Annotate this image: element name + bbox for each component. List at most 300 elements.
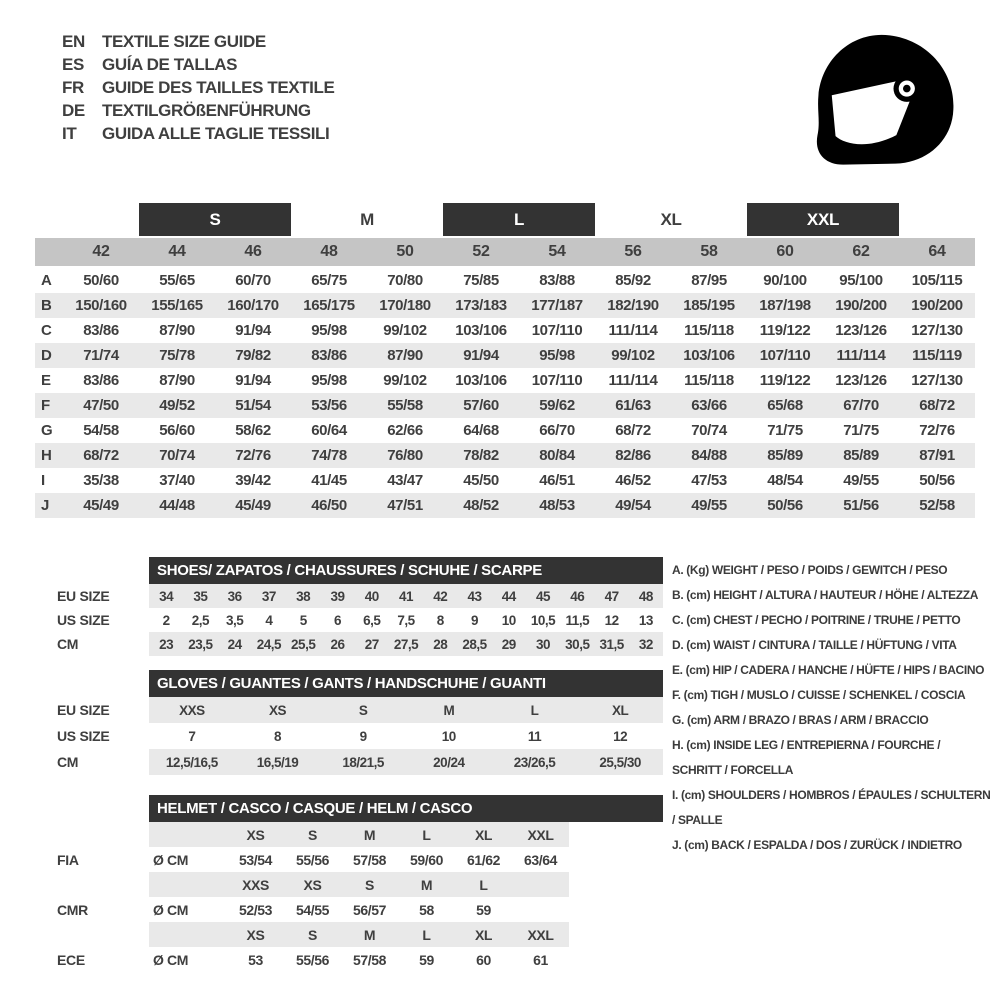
- size-value: 51/56: [843, 497, 879, 514]
- size-value: 119/122: [759, 372, 811, 389]
- gloves-value: 9: [359, 728, 367, 744]
- helmet-size-header-row-cmr: [57, 872, 663, 897]
- shoes-value: 6,5: [363, 612, 381, 628]
- size-value: 83/88: [539, 272, 575, 289]
- legend-item: H. (cm) INSIDE LEG / ENTREPIERNA / FOURCHE / SCHRITT / FORCELLA: [672, 738, 941, 777]
- size-value: 63/66: [691, 397, 727, 414]
- helmet-value-row-ece: [57, 947, 663, 972]
- size-group-header-row: [35, 203, 975, 236]
- size-value: 190/200: [911, 297, 963, 314]
- gloves-value: XS: [235, 697, 321, 723]
- shoes-value: 27,5: [389, 632, 423, 656]
- size-value: 111/114: [608, 322, 658, 339]
- shoes-value: 43: [457, 584, 491, 608]
- size-value: 65/75: [311, 272, 347, 289]
- shoes-value: 7,5: [397, 612, 415, 628]
- size-value: 55/65: [159, 272, 195, 289]
- racing-helmet-icon: [808, 25, 960, 175]
- size-value: 48/53: [539, 497, 575, 514]
- size-value: 123/126: [835, 322, 887, 339]
- shoes-value: 37: [252, 584, 286, 608]
- size-row-h: [35, 443, 975, 468]
- size-value: 71/74: [83, 347, 119, 364]
- gloves-value: 18/21,5: [320, 749, 406, 775]
- size-value: 103/106: [455, 372, 507, 389]
- size-value: 177/187: [531, 297, 583, 314]
- size-value: 75/78: [159, 347, 195, 364]
- helmet-value: 56/57: [352, 901, 387, 918]
- shoes-value: 29: [492, 632, 526, 656]
- size-row-j: [35, 493, 975, 518]
- size-column-header: 54: [548, 243, 566, 260]
- shoes-row-eu-size: [57, 584, 663, 608]
- size-group-m: M: [360, 209, 374, 229]
- size-row-d: [35, 343, 975, 368]
- helmet-size-label: M: [341, 822, 398, 847]
- shoes-size-table: [57, 557, 663, 656]
- language-row: [62, 76, 334, 99]
- row-label: CM: [57, 754, 79, 770]
- unit-spacer: [149, 872, 227, 897]
- helmet-size-label: S: [284, 922, 341, 947]
- size-value: 190/200: [835, 297, 887, 314]
- language-row: [62, 53, 334, 76]
- size-value: 35/38: [83, 472, 119, 489]
- helmet-value: 61/62: [466, 851, 501, 868]
- size-value: 85/89: [843, 447, 879, 464]
- language-title: GUIDA ALLE TAGLIE TESSILI: [102, 123, 330, 143]
- language-row: [62, 30, 334, 53]
- language-code: FR: [62, 77, 84, 97]
- row-label: US SIZE: [57, 612, 110, 628]
- size-value: 111/114: [836, 347, 886, 364]
- row-letter: H: [41, 447, 52, 464]
- size-value: 48/54: [767, 472, 803, 489]
- gloves-row-cm: [57, 749, 663, 775]
- size-value: 111/114: [608, 372, 658, 389]
- shoes-value: 11,5: [565, 612, 590, 628]
- size-value: 39/42: [235, 472, 271, 489]
- shoes-value: 27: [355, 632, 389, 656]
- size-value: 95/100: [839, 272, 883, 289]
- size-value: 72/76: [919, 422, 955, 439]
- size-row-f: [35, 393, 975, 418]
- shoes-value: 24,5: [252, 632, 286, 656]
- shoes-value: 24: [218, 632, 252, 656]
- size-value: 43/47: [387, 472, 423, 489]
- size-value: 45/49: [235, 497, 271, 514]
- size-value: 82/86: [615, 447, 651, 464]
- size-value: 83/86: [83, 372, 119, 389]
- shoes-value: 8: [436, 612, 444, 628]
- size-value: 127/130: [911, 322, 963, 339]
- standard-label: CMR: [57, 901, 88, 918]
- gloves-value: 25,5/30: [577, 749, 663, 775]
- helmet-size-label: L: [398, 822, 455, 847]
- size-value: 74/78: [311, 447, 347, 464]
- shoes-value: 28: [423, 632, 457, 656]
- size-value: 71/75: [843, 422, 879, 439]
- size-group-spacer: [899, 203, 975, 236]
- size-value: 79/82: [235, 347, 271, 364]
- size-value: 107/110: [531, 372, 583, 389]
- size-table-body: [35, 268, 975, 518]
- size-value: 47/51: [387, 497, 423, 514]
- legend-item: J. (cm) BACK / ESPALDA / DOS / ZURÜCK / INDIETRO: [672, 838, 962, 852]
- size-value: 95/98: [311, 322, 347, 339]
- helmet-size-label: L: [455, 872, 512, 897]
- shoes-value: 12: [604, 612, 619, 628]
- size-number-header-row: [35, 238, 975, 266]
- unit-spacer: [149, 822, 227, 847]
- shoes-title: SHOES/ ZAPATOS / CHAUSSURES / SCHUHE / SCARPE: [149, 557, 663, 584]
- size-value: 115/119: [912, 347, 962, 364]
- size-row-i: [35, 468, 975, 493]
- shoes-value: 28,5: [457, 632, 491, 656]
- helmet-value: 55/56: [295, 851, 330, 868]
- gloves-value: XL: [577, 697, 663, 723]
- size-value: 80/84: [539, 447, 575, 464]
- standard-label: FIA: [57, 851, 79, 868]
- size-value: 47/53: [691, 472, 727, 489]
- shoes-value: 3,5: [226, 612, 244, 628]
- size-value: 119/122: [759, 322, 811, 339]
- shoes-value: 10: [501, 612, 516, 628]
- language-title-list: [62, 30, 334, 145]
- size-value: 60/70: [235, 272, 271, 289]
- helmet-size-label: M: [341, 922, 398, 947]
- size-value: 87/90: [387, 347, 423, 364]
- size-value: 41/45: [311, 472, 347, 489]
- size-value: 68/72: [615, 422, 651, 439]
- row-letter: D: [41, 347, 52, 364]
- size-value: 56/60: [159, 422, 195, 439]
- shoes-value: 5: [299, 612, 307, 628]
- size-group-xxl: XXL: [747, 203, 899, 236]
- size-value: 85/92: [615, 272, 651, 289]
- helmet-size-label: S: [341, 872, 398, 897]
- gloves-value: L: [492, 697, 578, 723]
- corner-cell: [35, 238, 63, 266]
- helmet-value: 57/58: [352, 851, 387, 868]
- language-title: TEXTILGRÖßENFÜHRUNG: [102, 100, 311, 120]
- size-group-s: S: [139, 203, 291, 236]
- helmet-size-label: XS: [227, 922, 284, 947]
- language-row: [62, 122, 334, 145]
- shoes-value: 23: [149, 632, 183, 656]
- shoes-value: 9: [471, 612, 479, 628]
- size-value: 52/58: [919, 497, 955, 514]
- shoes-value: 10,5: [530, 612, 556, 628]
- row-letter: F: [41, 397, 50, 414]
- size-group-xl: XL: [660, 209, 682, 229]
- row-letter: J: [41, 497, 49, 514]
- helmet-value: 53: [248, 951, 263, 968]
- helmet-value: [512, 897, 569, 922]
- size-value: 64/68: [463, 422, 499, 439]
- shoes-row-us-size: [57, 608, 663, 632]
- size-column-header: 52: [472, 243, 490, 260]
- size-value: 59/62: [539, 397, 575, 414]
- helmet-value: 59: [476, 901, 491, 918]
- size-value: 182/190: [607, 297, 659, 314]
- shoes-value: 2,5: [191, 612, 210, 628]
- size-value: 83/86: [311, 347, 347, 364]
- size-column-header: 48: [320, 243, 338, 260]
- size-value: 44/48: [159, 497, 195, 514]
- size-value: 50/56: [919, 472, 955, 489]
- size-column-header: 58: [700, 243, 718, 260]
- size-value: 48/52: [463, 497, 499, 514]
- size-value: 37/40: [159, 472, 195, 489]
- shoes-value: 4: [265, 612, 273, 628]
- size-row-a: [35, 268, 975, 293]
- size-value: 103/106: [455, 322, 507, 339]
- gloves-row-eu-size: [57, 697, 663, 723]
- size-value: 70/74: [159, 447, 195, 464]
- helmet-size-table: [57, 795, 663, 972]
- row-letter: C: [41, 322, 52, 339]
- size-row-e: [35, 368, 975, 393]
- legend-item: D. (cm) WAIST / CINTURA / TAILLE / HÜFTUNG / VITA: [672, 638, 957, 652]
- shoes-value: 30: [526, 632, 560, 656]
- size-column-header: 46: [244, 243, 262, 260]
- helmet-value: 60: [476, 951, 491, 968]
- helmet-size-label: XXS: [227, 872, 284, 897]
- language-code: EN: [62, 31, 85, 51]
- helmet-value: 54/55: [295, 901, 330, 918]
- shoes-value: 36: [218, 584, 252, 608]
- size-column-header: 42: [92, 243, 110, 260]
- size-value: 99/102: [611, 347, 655, 364]
- helmet-value: 59: [419, 951, 434, 968]
- helmet-size-label: XS: [227, 822, 284, 847]
- gloves-value: 7: [188, 728, 196, 744]
- legend-item: F. (cm) TIGH / MUSLO / CUISSE / SCHENKEL / COSCIA: [672, 688, 966, 702]
- shoes-value: 48: [629, 584, 663, 608]
- size-value: 170/180: [379, 297, 431, 314]
- helmet-value-row-cmr: [57, 897, 663, 922]
- size-value: 75/85: [463, 272, 499, 289]
- size-value: 103/106: [683, 347, 735, 364]
- shoes-value: 40: [355, 584, 389, 608]
- language-code: ES: [62, 54, 84, 74]
- legend-item: E. (cm) HIP / CADERA / HANCHE / HÜFTE / HIPS / BACINO: [672, 663, 985, 677]
- shoes-value: 35: [183, 584, 217, 608]
- gloves-row-us-size: [57, 723, 663, 749]
- shoes-value: 47: [594, 584, 628, 608]
- size-value: 68/72: [83, 447, 119, 464]
- size-value: 70/80: [387, 272, 423, 289]
- gloves-size-table: [57, 670, 663, 775]
- gloves-value: 16,5/19: [235, 749, 321, 775]
- helmet-size-label: XL: [455, 922, 512, 947]
- shoes-value: 6: [333, 612, 341, 628]
- shoes-value: 39: [320, 584, 354, 608]
- size-column-header: 62: [852, 243, 870, 260]
- gloves-value: 23/26,5: [492, 749, 578, 775]
- unit-label: Ø CM: [153, 901, 188, 918]
- size-group-l: L: [443, 203, 595, 236]
- size-value: 91/94: [463, 347, 499, 364]
- helmet-size-label: M: [398, 872, 455, 897]
- size-column-header: 60: [776, 243, 794, 260]
- size-row-c: [35, 318, 975, 343]
- size-value: 95/98: [311, 372, 347, 389]
- size-value: 115/118: [684, 322, 734, 339]
- size-value: 71/75: [767, 422, 803, 439]
- gloves-value: 10: [441, 728, 456, 744]
- language-code: DE: [62, 100, 85, 120]
- shoes-value: 32: [629, 632, 663, 656]
- row-letter: B: [41, 297, 52, 314]
- size-row-g: [35, 418, 975, 443]
- size-value: 83/86: [83, 322, 119, 339]
- legend-item: A. (Kg) WEIGHT / PESO / POIDS / GEWITCH / PESO: [672, 563, 948, 577]
- size-column-header: 44: [168, 243, 186, 260]
- helmet-value: 59/60: [409, 851, 444, 868]
- size-value: 95/98: [539, 347, 575, 364]
- shoes-value: 45: [526, 584, 560, 608]
- legend-item: I. (cm) SHOULDERS / HOMBROS / ÉPAULES / SCHULTERN / SPALLE: [672, 788, 991, 827]
- size-value: 46/52: [615, 472, 651, 489]
- size-value: 49/52: [159, 397, 195, 414]
- size-value: 46/50: [311, 497, 347, 514]
- size-value: 68/72: [919, 397, 955, 414]
- shoes-value: 42: [423, 584, 457, 608]
- size-value: 51/54: [235, 397, 271, 414]
- size-value: 72/76: [235, 447, 271, 464]
- helmet-value: 58: [419, 901, 434, 918]
- size-value: 70/74: [691, 422, 727, 439]
- size-value: 91/94: [235, 322, 271, 339]
- size-value: 67/70: [843, 397, 879, 414]
- helmet-size-header-row-ece: [57, 922, 663, 947]
- size-value: 47/50: [83, 397, 119, 414]
- shoes-value: 44: [492, 584, 526, 608]
- size-column-header: 50: [396, 243, 414, 260]
- size-value: 60/64: [311, 422, 347, 439]
- size-column-header: 64: [928, 243, 946, 260]
- row-label: CM: [57, 636, 79, 652]
- size-value: 66/70: [539, 422, 575, 439]
- shoes-value: 41: [389, 584, 423, 608]
- size-column-header: 56: [624, 243, 642, 260]
- size-value: 107/110: [759, 347, 811, 364]
- helmet-size-header-row-fia: [57, 822, 663, 847]
- size-value: 173/183: [455, 297, 507, 314]
- row-letter: E: [41, 372, 51, 389]
- size-value: 87/95: [691, 272, 727, 289]
- textile-size-table: [35, 203, 975, 518]
- size-value: 84/88: [691, 447, 727, 464]
- gloves-value: 12: [613, 728, 628, 744]
- size-value: 45/49: [83, 497, 119, 514]
- gloves-value: M: [406, 697, 492, 723]
- language-code: IT: [62, 123, 77, 143]
- language-row: [62, 99, 334, 122]
- shoes-value: 31,5: [594, 632, 628, 656]
- shoes-value: 2: [162, 612, 170, 628]
- helmet-size-label: S: [284, 822, 341, 847]
- helmet-value: 57/58: [352, 951, 387, 968]
- size-value: 91/94: [235, 372, 271, 389]
- size-value: 85/89: [767, 447, 803, 464]
- size-value: 57/60: [463, 397, 499, 414]
- size-value: 187/198: [759, 297, 811, 314]
- legend-item: C. (cm) CHEST / PECHO / POITRINE / TRUHE / PETTO: [672, 613, 961, 627]
- shoes-value: 25,5: [286, 632, 320, 656]
- size-value: 87/90: [159, 322, 195, 339]
- shoes-value: 34: [149, 584, 183, 608]
- size-group-spacer: [35, 203, 139, 236]
- size-value: 160/170: [227, 297, 279, 314]
- gloves-title: GLOVES / GUANTES / GANTS / HANDSCHUHE / GUANTI: [149, 670, 663, 697]
- size-value: 87/91: [919, 447, 955, 464]
- row-label: EU SIZE: [57, 588, 110, 604]
- row-letter: G: [41, 422, 53, 439]
- row-letter: A: [41, 272, 52, 289]
- size-value: 99/102: [383, 372, 427, 389]
- unit-label: Ø CM: [153, 851, 188, 868]
- gloves-value: 11: [527, 728, 542, 744]
- helmet-value: 63/64: [523, 851, 558, 868]
- language-title: GUIDE DES TAILLES TEXTILE: [102, 77, 335, 97]
- helmet-size-label: [512, 872, 569, 897]
- language-title: GUÍA DE TALLAS: [102, 54, 238, 74]
- size-value: 150/160: [75, 297, 127, 314]
- shoes-value: 46: [560, 584, 594, 608]
- helmet-value: 61: [533, 951, 548, 968]
- size-value: 105/115: [911, 272, 963, 289]
- legend-item: B. (cm) HEIGHT / ALTURA / HAUTEUR / HÖHE / ALTEZZA: [672, 588, 979, 602]
- size-value: 185/195: [683, 297, 735, 314]
- size-value: 46/51: [539, 472, 575, 489]
- legend-item: G. (cm) ARM / BRAZO / BRAS / ARM / BRACCIO: [672, 713, 929, 727]
- helmet-value: 53/54: [238, 851, 273, 868]
- size-value: 87/90: [159, 372, 195, 389]
- size-value: 90/100: [763, 272, 807, 289]
- size-value: 155/165: [151, 297, 203, 314]
- measurement-legend: [672, 558, 992, 858]
- shoes-value: 26: [320, 632, 354, 656]
- shoes-value: 30,5: [560, 632, 594, 656]
- size-value: 107/110: [531, 322, 583, 339]
- size-value: 50/56: [767, 497, 803, 514]
- size-value: 49/55: [691, 497, 727, 514]
- language-title: TEXTILE SIZE GUIDE: [102, 31, 266, 51]
- shoes-value: 23,5: [183, 632, 217, 656]
- helmet-size-label: XS: [284, 872, 341, 897]
- size-value: 45/50: [463, 472, 499, 489]
- gloves-value: S: [320, 697, 406, 723]
- size-value: 99/102: [383, 322, 427, 339]
- shoes-value: 38: [286, 584, 320, 608]
- size-value: 49/55: [843, 472, 879, 489]
- helmet-value-row-fia: [57, 847, 663, 872]
- size-value: 115/118: [684, 372, 734, 389]
- helmet-size-label: XL: [455, 822, 512, 847]
- size-value: 55/58: [387, 397, 423, 414]
- size-value: 76/80: [387, 447, 423, 464]
- row-letter: I: [41, 472, 45, 489]
- gloves-value: 20/24: [406, 749, 492, 775]
- size-value: 165/175: [303, 297, 355, 314]
- row-label: EU SIZE: [57, 702, 110, 718]
- size-value: 61/63: [615, 397, 651, 414]
- size-value: 78/82: [463, 447, 499, 464]
- helmet-value: 52/53: [238, 901, 273, 918]
